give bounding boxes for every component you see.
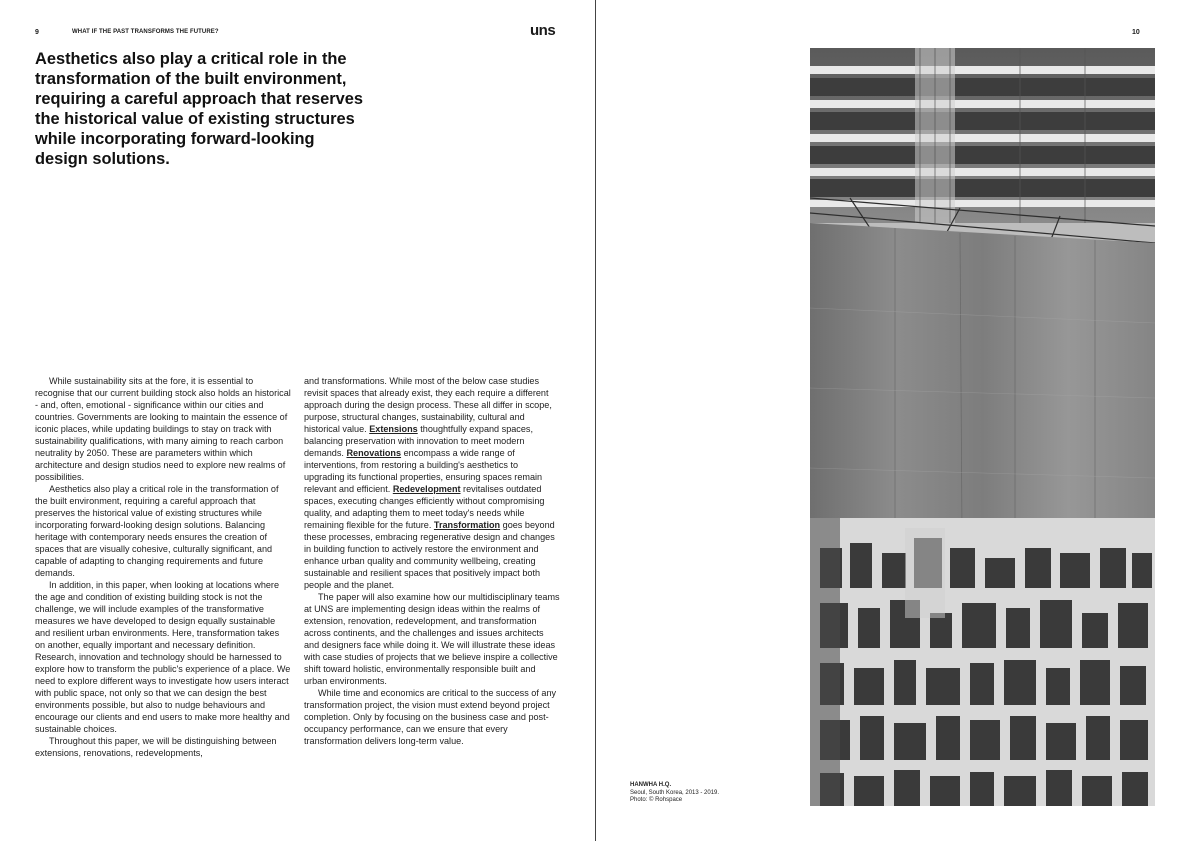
text-span: thoughtfully expand spaces, balancing preservation with innovation to meet modern demands. xyxy=(304,424,533,458)
page-number-right: 10 xyxy=(1132,29,1140,36)
text-column-1 xyxy=(35,375,291,759)
term-renovations: Renovations xyxy=(346,448,402,458)
paragraph: Aesthetics also play a critical role in the transformation of the built environment, requiring a careful approach that preserves the historical value of existing structures while incorporating forward-looking design solutions. Balancing heritage with contemporary needs ensures the creation of spaces that are visually cohesive, culturally significant, and capable of adapting to changing requirements and future demands. xyxy=(35,484,279,578)
text-column-2 xyxy=(304,375,560,747)
caption-title: HANWHA H.Q. xyxy=(630,782,672,788)
paragraph: Throughout this paper, we will be distinguishing between extensions, renovations, redevelopments, xyxy=(35,736,277,758)
text-span: and transformations. While most of the below case studies revisit spaces that already exist, they each require a different approach during the design process. These all differ in scope, purpose, structural changes, sustainability, cultural and historical value. xyxy=(304,376,552,434)
term-redevelopment: Redevelopment xyxy=(392,484,461,494)
paragraph-definitions xyxy=(304,375,560,591)
term-transformation: Transformation xyxy=(433,520,501,530)
uns-logo: uns xyxy=(530,22,556,39)
caption-location: Seoul, South Korea, 2013 - 2019. xyxy=(630,789,720,796)
page-number-left: 9 xyxy=(35,29,39,36)
paragraph: While time and economics are critical to the success of any transformation project, the vision must extend beyond project completion. Only by focusing on the business case and post-occupancy performance, can we ensure that every transformation delivers long-term value. xyxy=(304,688,557,746)
term-extensions: Extensions xyxy=(369,424,418,434)
caption-credit: Photo: © Rohspace xyxy=(630,797,683,803)
text-span: goes beyond these processes, embracing regenerative design and changes in building function to actively restore the environment and enhance urban quality and community wellbeing, creating sustainable and resilient spaces that positively impact both people and the planet. xyxy=(304,520,555,590)
text-span: revitalises outdated spaces, executing changes efficiently without compromising quality, and adapting them to meet today's needs while remaining flexible for the future. xyxy=(304,484,545,530)
photo-caption xyxy=(630,782,719,805)
headline: Aesthetics also play a critical role in the transformation of the built environment, requiring a careful approach that reserves the historical value of existing structures while incorporating forward-looking design solutions. xyxy=(35,50,363,168)
text-span: encompass a wide range of interventions, from restoring a building's aesthetics to upgrading its functional properties, ensuring spaces remain relevant and efficient. xyxy=(304,448,543,494)
running-head: WHAT IF THE PAST TRANSFORMS THE FUTURE? xyxy=(72,29,219,35)
building-photo xyxy=(810,48,1155,806)
paragraph: In addition, in this paper, when looking at locations where the age and condition of existing building stock is not the challenge, we will include examples of the transformative measures we have developed to design equally sustainable and resilient urban environments. Here, transformation takes on another, equally important and necessary definition. Research, innovation and technology should be harnessed to explore how to transform the public's experience of a place. We need to explore different ways to investigate how users interact with public space, not only so that we can design the best environments possible, but also to nudge behaviours and encourage our clients and end users to make more healthy and sustainable choices. xyxy=(35,580,291,734)
building-facade-image xyxy=(810,48,1155,806)
paragraph: While sustainability sits at the fore, it is essential to recognise that our current building stock also holds an historical - and, often, emotional - significance within our cities and countries. Governments are looking to maintain the essence of iconic places, while updating buildings to stay on track with sustainability qualifications, with many aiming to reach carbon neutrality by 2050. These are parameters within which architecture and design studios need to explore new realms of possibilities. xyxy=(35,376,291,482)
paragraph: The paper will also examine how our multidisciplinary teams at UNS are implementing design ideas within the realms of extension, renovation, redevelopment, and transformation across continents, and the challenges and issues architects and designers face while doing it. We will illustrate these ideas with case studies of projects that we believe inspire a collective shift toward holistic, environmentally responsible built and urban environments. xyxy=(304,592,560,686)
